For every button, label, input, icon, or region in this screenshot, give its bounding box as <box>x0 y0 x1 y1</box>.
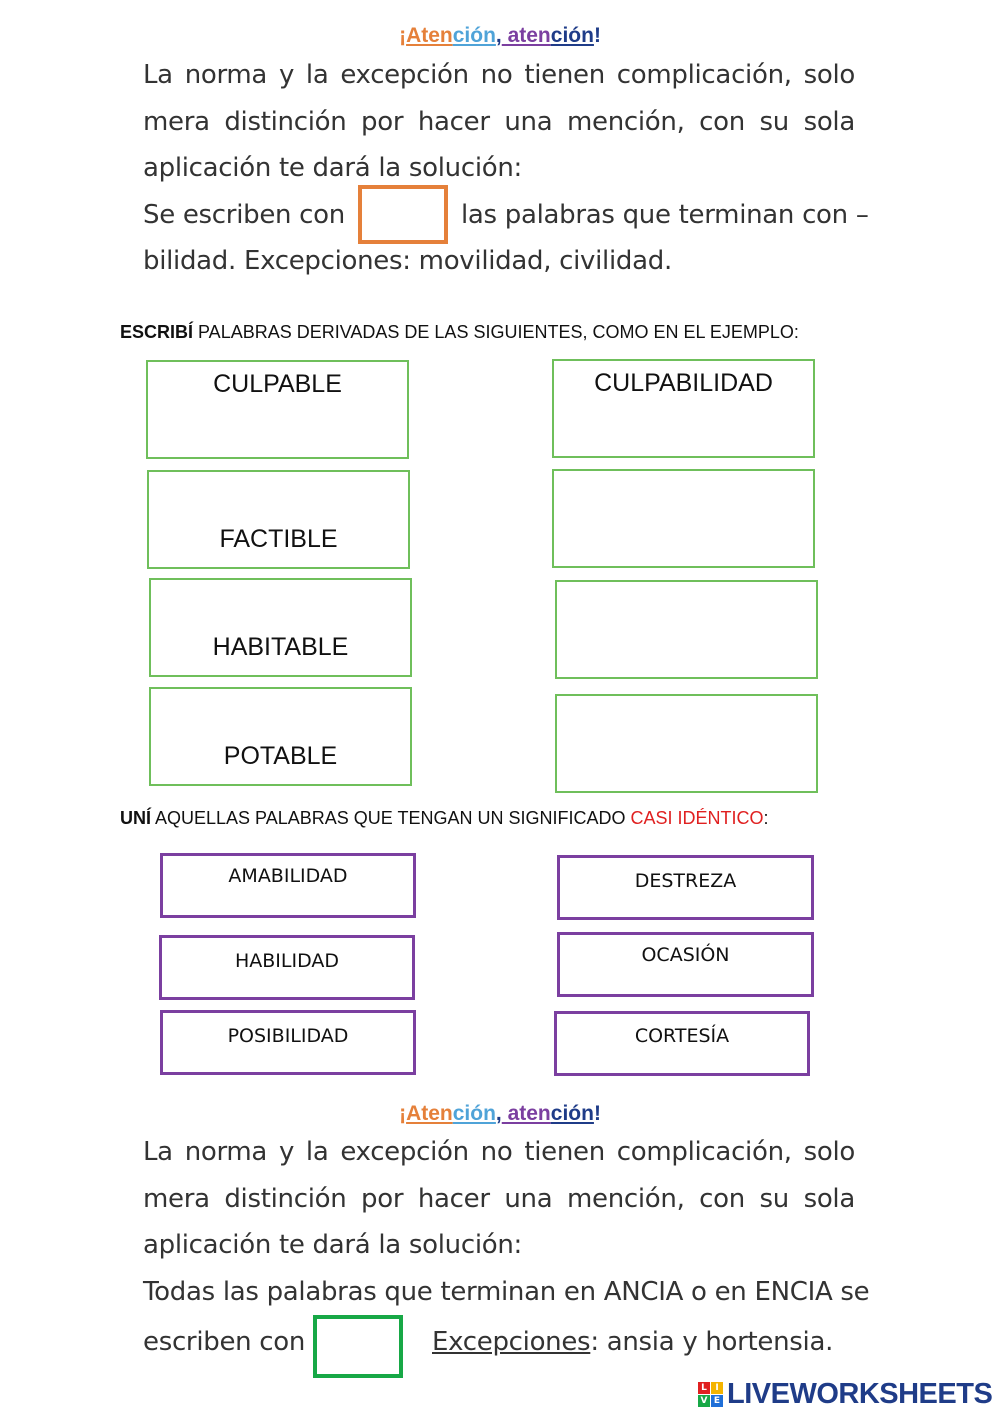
base-word: FACTIBLE <box>219 525 338 553</box>
match-word-label: OCASIÓN <box>641 944 730 966</box>
answer-blank-green[interactable] <box>313 1315 403 1378</box>
heading-part: ción <box>550 24 594 47</box>
instruction-highlight: CASI IDÉNTICO <box>630 808 764 828</box>
heading-part: , <box>495 1102 502 1125</box>
match-word-label: DESTREZA <box>634 870 737 892</box>
answer-box[interactable] <box>555 694 818 793</box>
exceptions-text <box>432 1319 833 1365</box>
match-word-label: POSIBILIDAD <box>227 1025 349 1047</box>
logo-text: LIVEWORKSHEETS <box>727 1377 993 1410</box>
answer-box[interactable] <box>552 359 815 458</box>
heading-part: aten <box>501 24 551 47</box>
word-box <box>147 470 410 569</box>
base-word: HABITABLE <box>212 633 349 661</box>
heading-part: aten <box>501 1102 551 1125</box>
instruction-bold: UNÍ <box>120 808 151 828</box>
exceptions-label: Excepciones <box>432 1327 591 1357</box>
word-box <box>146 360 409 459</box>
match-word-right[interactable] <box>557 932 814 997</box>
base-word: CULPABLE <box>213 370 342 398</box>
rule-line-2 <box>143 1319 855 1365</box>
instruction-match-words <box>120 808 769 829</box>
rule-line-content <box>143 1319 855 1365</box>
match-word-left[interactable] <box>159 935 415 1000</box>
instruction-text: AQUELLAS PALABRAS QUE TENGAN UN SIGNIFICADO <box>151 808 631 828</box>
heading-part: Aten <box>406 24 453 47</box>
paragraph-line: Todas las palabras que terminan en ANCIA o en ENCIA se <box>143 1276 870 1307</box>
match-word-right[interactable] <box>557 855 814 920</box>
exceptions-rest: : ansia y hortensia. <box>590 1327 834 1357</box>
heading-part: ¡ <box>399 24 407 47</box>
paragraph-line: mera distinción por hacer una mención, con su sola <box>143 1183 855 1214</box>
match-word-label: AMABILIDAD <box>228 865 348 887</box>
heading-part: ción <box>452 1102 496 1125</box>
rule-text-before: Se escriben con <box>143 199 345 230</box>
word-box <box>149 578 412 677</box>
paragraph-line: aplicación te dará la solución: <box>143 1230 522 1260</box>
heading-part: ! <box>593 1102 601 1125</box>
rule-paragraph-1 <box>143 52 869 285</box>
paragraph-line: La norma y la excepción no tienen complicación, solo <box>143 1137 855 1167</box>
heading-attention-2 <box>0 1102 1000 1126</box>
rule-text-after: las palabras que terminan con – <box>461 199 869 230</box>
instruction-bold: ESCRIBÍ <box>120 322 194 342</box>
heading-attention-1 <box>0 24 1000 48</box>
instruction-text-end: : <box>763 808 769 828</box>
heading-part: ! <box>593 24 601 47</box>
logo-grid-icon: L I V E <box>698 1382 723 1407</box>
paragraph-line: La norma y la excepción no tienen complicación, solo <box>143 60 855 90</box>
match-word-left[interactable] <box>160 1010 416 1075</box>
answer-blank-orange[interactable] <box>358 185 448 244</box>
heading-part: ción <box>550 1102 594 1125</box>
derived-word: CULPABILIDAD <box>594 369 773 397</box>
liveworksheets-logo <box>698 1378 992 1410</box>
heading-part: ¡ <box>399 1102 407 1125</box>
heading-part: Aten <box>406 1102 453 1125</box>
answer-box[interactable] <box>555 580 818 679</box>
word-box <box>149 687 412 786</box>
match-word-right[interactable] <box>554 1011 810 1076</box>
heading-part: , <box>495 24 502 47</box>
paragraph-line: mera distinción por hacer una mención, con su sola <box>143 106 855 137</box>
rule-paragraph-2 <box>143 1129 870 1315</box>
match-word-left[interactable] <box>160 853 416 918</box>
heading-part: ción <box>452 24 496 47</box>
instruction-text: PALABRAS DERIVADAS DE LAS SIGUIENTES, COMO EN EL EJEMPLO: <box>193 322 799 342</box>
base-word: POTABLE <box>223 742 338 770</box>
paragraph-line: aplicación te dará la solución: <box>143 153 522 183</box>
match-word-label: CORTESÍA <box>634 1025 730 1047</box>
paragraph-line: bilidad. Excepciones: movilidad, civilidad. <box>143 246 672 276</box>
rule-text-before: escriben con <box>143 1327 306 1357</box>
answer-box[interactable] <box>552 469 815 568</box>
instruction-derived-words <box>120 322 799 343</box>
rule-line <box>143 192 869 239</box>
match-word-label: HABILIDAD <box>234 950 340 972</box>
